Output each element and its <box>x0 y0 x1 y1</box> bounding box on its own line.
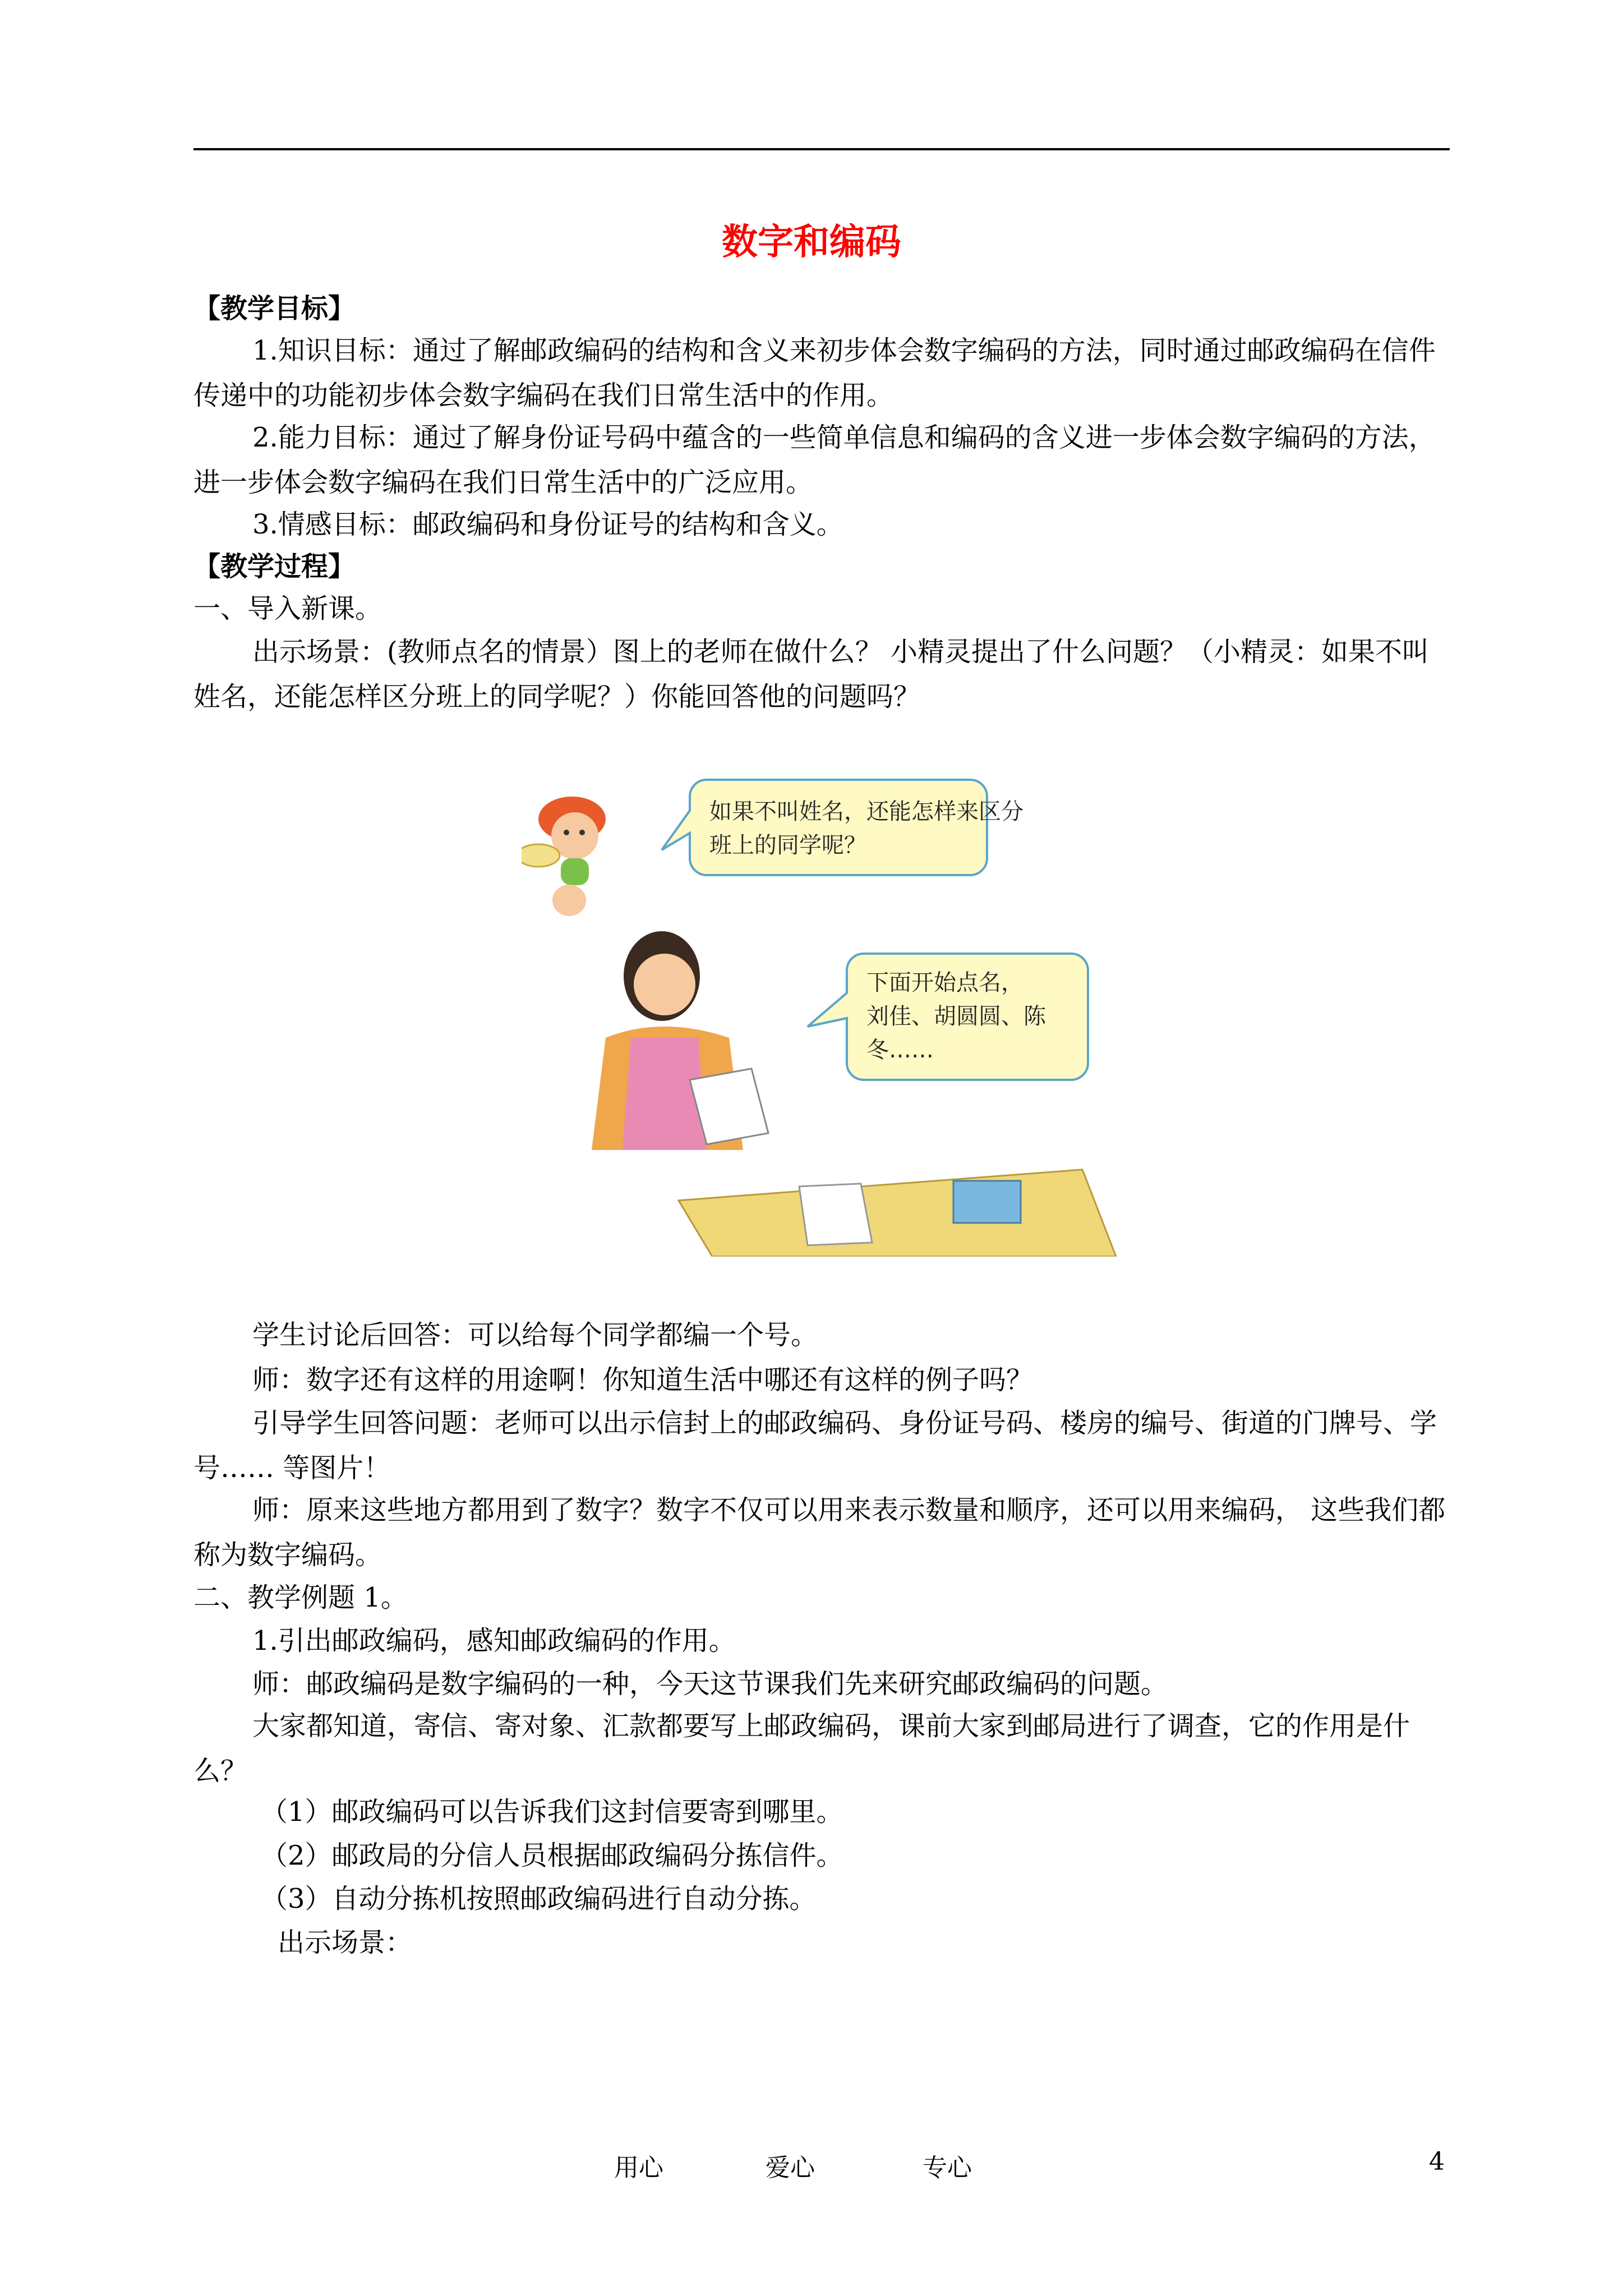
sub-1: 1.引出邮政编码，感知邮政编码的作用。 <box>252 1625 736 1657</box>
survey-text: 大家都知道，寄信、寄对象、汇款都要写上邮政编码，课前大家到邮局进行了调查，它的作用是什么？ <box>193 1710 1410 1787</box>
bubble2-line3: 冬…… <box>866 1037 934 1063</box>
bubble1-line2: 班上的同学呢？ <box>709 832 866 858</box>
elf-speech-bubble <box>662 780 1023 875</box>
scene-2: 出示场景： <box>278 1927 413 1958</box>
teacher-figure <box>592 931 768 1150</box>
scene-1: 出示场景：(教师点名的情景）图上的老师在做什么？ 小精灵提出了什么问题？（小精灵：如果不叫姓名，还能怎样区分班上的同学呢？）你能回答他的问题吗？ <box>193 636 1429 712</box>
step-2: 二、教学例题 1。 <box>193 1582 408 1613</box>
bubble2-line1: 下面开始点名， <box>866 970 1023 996</box>
teacher-line-2: 师：原来这些地方都用到了数字？数字不仅可以用来表示数量和顺序，还可以用来编码， 这些我们都称为数字编码。 <box>193 1494 1446 1571</box>
teacher-line-1: 师：数字还有这样的用途啊！你知道生活中哪还有这样的例子吗？ <box>252 1364 1034 1396</box>
page-number: 4 <box>1429 2147 1445 2176</box>
goal-2: 2.能力目标：通过了解身份证号码中蕴含的一些简单信息和编码的含义进一步体会数字编码的方法，进一步体会数字编码在我们日常生活中的广泛应用。 <box>193 422 1436 498</box>
bubble2-line2: 刘佳、胡圆圆、陈 <box>866 1004 1046 1029</box>
page-title: 数字和编码 <box>722 222 901 263</box>
goal-3: 3.情感目标：邮政编码和身份证号的结构和含义。 <box>252 509 843 540</box>
goals-heading: 【教学目标】 <box>193 293 356 324</box>
footer-item-3: 专心 <box>923 2154 972 2182</box>
student-answer: 学生讨论后回答：可以给每个同学都编一个号。 <box>252 1319 818 1351</box>
guide-text: 引导学生回答问题：老师可以出示信封上的邮政编码、身份证号码、楼房的编号、街道的门牌号、学号…… 等图片！ <box>193 1407 1437 1484</box>
point-3: （3）自动分拣机按照邮政编码进行自动分拣。 <box>261 1883 817 1915</box>
point-2: （2）邮政局的分信人员根据邮政编码分拣信件。 <box>261 1840 843 1871</box>
footer-item-2: 爱心 <box>766 2154 815 2182</box>
header-rule <box>193 148 1450 150</box>
bubble1-line1: 如果不叫姓名，还能怎样来区分 <box>709 799 1023 825</box>
teacher-line-3: 师：邮政编码是数字编码的一种，今天这节课我们先来研究邮政编码的问题。 <box>252 1668 1168 1700</box>
teacher-speech-bubble <box>808 954 1088 1080</box>
point-1: （1）邮政编码可以告诉我们这封信要寄到哪里。 <box>261 1796 843 1828</box>
desk <box>679 1170 1116 1257</box>
footer-item-1: 用心 <box>614 2154 663 2182</box>
process-heading: 【教学过程】 <box>193 551 356 582</box>
elf-figure <box>522 797 606 916</box>
step-1: 一、导入新课。 <box>193 593 382 624</box>
teacher-roll-call-illustration <box>522 774 1133 1257</box>
goal-1: 1.知识目标：通过了解邮政编码的结构和含义来初步体会数字编码的方法，同时通过邮政编码在信件传递中的功能初步体会数字编码在我们日常生活中的作用。 <box>193 335 1436 411</box>
